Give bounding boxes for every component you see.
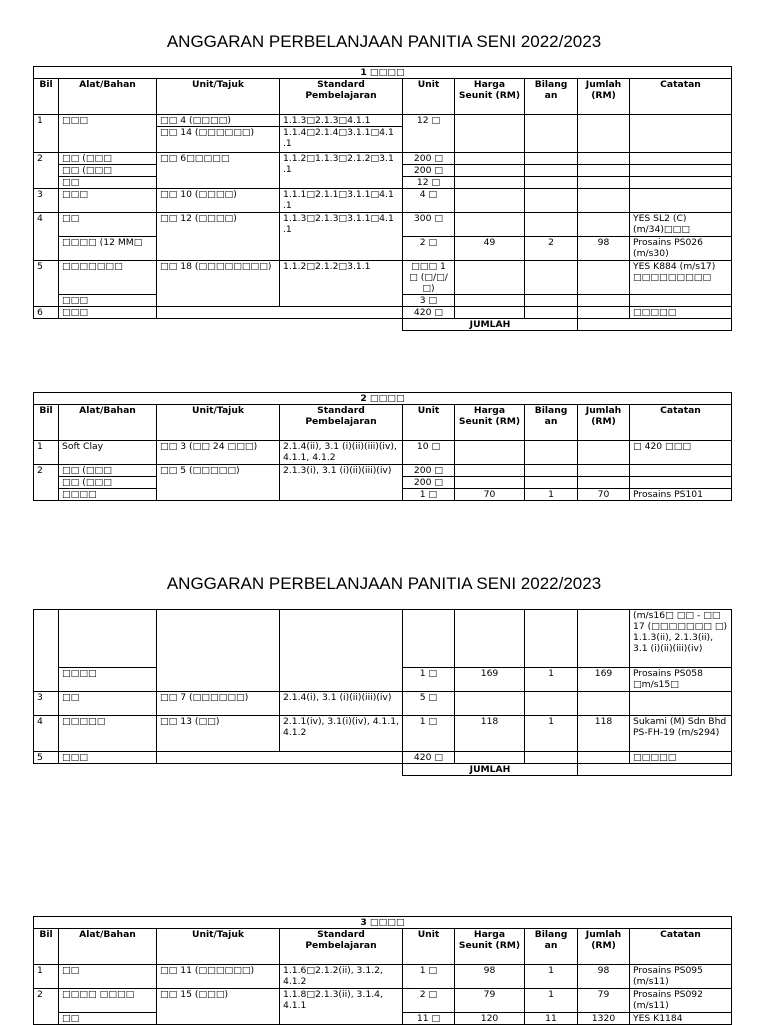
col-bilangan: Bilang an	[525, 929, 578, 965]
cell-bil: 3	[34, 189, 59, 213]
cell-tajuk	[157, 307, 403, 319]
cell-bilangan: 1	[525, 489, 578, 501]
cell-std: 1.1.3□2.1.3□4.1.1	[280, 115, 403, 127]
cell-jumlah	[578, 752, 630, 764]
cell-bilangan	[525, 177, 578, 189]
cell-unit: □□□ 1 □ (□/□/□)	[403, 261, 455, 295]
col-standard: Standard Pembelajaran	[280, 79, 403, 115]
cell-harga	[455, 465, 525, 477]
cell-harga: 49	[455, 237, 525, 261]
cell-bil	[34, 610, 59, 692]
cell-catatan	[630, 465, 732, 477]
cell-unit: 10 □	[403, 441, 455, 465]
table-row	[34, 115, 732, 127]
budget-table-1	[33, 66, 732, 331]
cell-jumlah: 1320	[578, 1013, 630, 1025]
col-alat: Alat/Bahan	[59, 929, 157, 965]
cell-catatan: □□□□□	[630, 307, 732, 319]
table-caption: 2 □□□□	[34, 393, 732, 405]
cell-alat: □□□	[59, 307, 157, 319]
cell-unit: 200 □	[403, 153, 455, 165]
cell-bilangan	[525, 165, 578, 177]
cell-jumlah	[578, 465, 630, 477]
cell-catatan	[630, 692, 732, 716]
page-title-repeat: ANGGARAN PERBELANJAAN PANITIA SENI 2022/2023	[166, 574, 602, 593]
cell-catatan: Prosains PS026 (m/s30)	[630, 237, 732, 261]
cell-unit: 1 □	[403, 489, 455, 501]
cell-alat: □□ (□□□	[59, 477, 157, 489]
cell-unit: 12 □	[403, 115, 455, 153]
cell-std: 1.1.8□2.1.3(ii), 3.1.4, 4.1.1	[280, 989, 403, 1025]
cell-harga	[455, 115, 525, 153]
cell-harga: 79	[455, 989, 525, 1013]
cell-tajuk: □□ 5 (□□□□□)	[157, 465, 280, 501]
cell-jumlah	[578, 692, 630, 716]
cell-jumlah	[578, 189, 630, 213]
cell-bil: 5	[34, 752, 59, 764]
cell-catatan: YES K1184	[630, 1013, 732, 1025]
cell-std: 1.1.1□2.1.1□3.1.1□4.1 .1	[280, 189, 403, 213]
col-bil: Bil	[34, 405, 59, 441]
cell-tajuk: □□ 15 (□□□)	[157, 989, 280, 1025]
cell-std: 1.1.3□2.1.3□3.1.1□4.1 .1	[280, 213, 403, 261]
total-label: JUMLAH	[403, 319, 578, 331]
budget-table-2	[33, 392, 732, 501]
cell-alat: □□ (□□□	[59, 153, 157, 165]
cell-catatan: YES K884 (m/s17) □□□□□□□□□	[630, 261, 732, 295]
cell-alat: □□	[59, 692, 157, 716]
cell-catatan	[630, 177, 732, 189]
cell-bil: 2	[34, 153, 59, 189]
cell-catatan	[630, 295, 732, 307]
cell-catatan: □ 420 □□□	[630, 441, 732, 465]
cell-unit: 1 □	[403, 668, 455, 692]
cell-unit: 300 □	[403, 213, 455, 237]
cell-bilangan: 1	[525, 965, 578, 989]
cell-alat: □□ (□□□	[59, 465, 157, 477]
cell-bilangan	[525, 213, 578, 237]
col-standard: Standard Pembelajaran	[280, 929, 403, 965]
header-row	[34, 79, 732, 115]
col-bil: Bil	[34, 929, 59, 965]
table-row	[34, 213, 732, 237]
cell-bilangan	[525, 752, 578, 764]
table-row	[34, 189, 732, 213]
cell-harga	[455, 177, 525, 189]
cell-alat: □□□□ (12 MM□	[59, 237, 157, 261]
table-row	[34, 307, 732, 319]
col-unit: Unit	[403, 929, 455, 965]
cell-catatan	[630, 189, 732, 213]
cell-bilangan	[525, 465, 578, 477]
col-unit: Unit	[403, 405, 455, 441]
cell-bilangan: 2	[525, 237, 578, 261]
cell-alat	[59, 610, 157, 668]
cell-harga	[455, 610, 525, 668]
cell-harga	[455, 295, 525, 307]
cell-bil: 2	[34, 989, 59, 1025]
col-bil: Bil	[34, 79, 59, 115]
cell-alat: □□	[59, 213, 157, 237]
col-bilangan: Bilang an	[525, 405, 578, 441]
budget-table-3	[33, 916, 732, 1025]
cell-unit: 200 □	[403, 165, 455, 177]
cell-alat: □□□	[59, 189, 157, 213]
cell-unit: 200 □	[403, 477, 455, 489]
cell-std: 2.1.4(ii), 3.1 (i)(ii)(iii)(iv), 4.1.1, 4.1.2	[280, 441, 403, 465]
cell-jumlah: 118	[578, 716, 630, 752]
cell-jumlah: 98	[578, 237, 630, 261]
cell-tajuk	[157, 752, 403, 764]
cell-bilangan	[525, 261, 578, 295]
total-label: JUMLAH	[403, 764, 578, 776]
cell-bil: 4	[34, 213, 59, 261]
cell-harga: 98	[455, 965, 525, 989]
cell-harga	[455, 165, 525, 177]
cell-harga: 70	[455, 489, 525, 501]
cell-tajuk	[157, 610, 280, 692]
table-row	[34, 261, 732, 295]
cell-harga	[455, 477, 525, 489]
cell-tajuk: □□ 4 (□□□□)	[157, 115, 280, 127]
cell-jumlah	[578, 177, 630, 189]
cell-tajuk: □□ 10 (□□□□)	[157, 189, 280, 213]
cell-tajuk: □□ 6□□□□□	[157, 153, 280, 189]
cell-jumlah	[578, 477, 630, 489]
cell-tajuk: □□ 13 (□□)	[157, 716, 280, 752]
cell-harga	[455, 752, 525, 764]
col-harga: Harga Seunit (RM)	[455, 929, 525, 965]
header-row	[34, 405, 732, 441]
table-row	[34, 610, 732, 668]
cell-alat: □□	[59, 965, 157, 989]
cell-std: 2.1.1(iv), 3.1(i)(iv), 4.1.1, 4.1.2	[280, 716, 403, 752]
cell-alat: □□□	[59, 115, 157, 153]
cell-unit: 2 □	[403, 237, 455, 261]
cell-harga: 120	[455, 1013, 525, 1025]
cell-alat: □□ (□□□	[59, 165, 157, 177]
col-unit-tajuk: Unit/Tajuk	[157, 79, 280, 115]
cell-tajuk: □□ 18 (□□□□□□□□)	[157, 261, 280, 307]
cell-harga	[455, 153, 525, 165]
table-row	[34, 465, 732, 477]
col-jumlah: Jumlah (RM)	[578, 405, 630, 441]
cell-tajuk: □□ 7 (□□□□□□)	[157, 692, 280, 716]
cell-std: 2.1.3(i), 3.1 (i)(ii)(iii)(iv)	[280, 465, 403, 501]
cell-std: 1.1.4□2.1.4□3.1.1□4.1 .1	[280, 127, 403, 153]
cell-alat: □□	[59, 1013, 157, 1025]
cell-catatan: □□□□□	[630, 752, 732, 764]
cell-bil: 1	[34, 965, 59, 989]
cell-bil: 6	[34, 307, 59, 319]
cell-tajuk: □□ 12 (□□□□)	[157, 213, 280, 261]
col-jumlah: Jumlah (RM)	[578, 79, 630, 115]
col-bilangan: Bilang an	[525, 79, 578, 115]
cell-alat: □□□	[59, 295, 157, 307]
cell-alat: □□□□□	[59, 716, 157, 752]
col-harga: Harga Seunit (RM)	[455, 405, 525, 441]
cell-catatan: (m/s16□ □□ - □□ 17 (□□□□□□□ □) 1.1.3(ii), 2.1.3(ii), 3.1 (i)(ii)(iii)(iv)	[630, 610, 732, 668]
table-row	[34, 153, 732, 165]
cell-unit: 420 □	[403, 752, 455, 764]
cell-jumlah	[578, 295, 630, 307]
cell-alat: □□□	[59, 752, 157, 764]
cell-jumlah: 79	[578, 989, 630, 1013]
cell-bilangan: 1	[525, 668, 578, 692]
cell-unit: 4 □	[403, 189, 455, 213]
col-unit: Unit	[403, 79, 455, 115]
cell-bilangan: 1	[525, 716, 578, 752]
cell-harga: 169	[455, 668, 525, 692]
cell-bil: 2	[34, 465, 59, 501]
cell-tajuk: □□ 14 (□□□□□□)	[157, 127, 280, 153]
total-value	[578, 319, 732, 331]
cell-tajuk: □□ 3 (□□ 24 □□□)	[157, 441, 280, 465]
col-harga: Harga Seunit (RM)	[455, 79, 525, 115]
cell-bil: 3	[34, 692, 59, 716]
col-catatan: Catatan	[630, 405, 732, 441]
col-standard: Standard Pembelajaran	[280, 405, 403, 441]
cell-unit: 1 □	[403, 965, 455, 989]
cell-alat: □□□□	[59, 668, 157, 692]
cell-catatan: Prosains PS058 □m/s15□	[630, 668, 732, 692]
cell-std	[280, 610, 403, 692]
cell-jumlah	[578, 115, 630, 153]
cell-harga	[455, 692, 525, 716]
cell-bil: 1	[34, 115, 59, 153]
cell-jumlah: 70	[578, 489, 630, 501]
cell-tajuk: □□ 11 (□□□□□□)	[157, 965, 280, 989]
cell-harga: 118	[455, 716, 525, 752]
cell-bilangan	[525, 610, 578, 668]
cell-alat: □□□□□□□	[59, 261, 157, 295]
cell-alat: □□□□ □□□□	[59, 989, 157, 1013]
cell-unit: 5 □	[403, 692, 455, 716]
cell-harga	[455, 189, 525, 213]
cell-catatan	[630, 115, 732, 153]
cell-jumlah	[578, 213, 630, 237]
cell-catatan: Prosains PS095 (m/s11)	[630, 965, 732, 989]
cell-catatan	[630, 165, 732, 177]
cell-catatan	[630, 153, 732, 165]
cell-bilangan	[525, 477, 578, 489]
cell-bilangan	[525, 692, 578, 716]
cell-catatan: YES SL2 (C) (m/34)□□□	[630, 213, 732, 237]
table-row	[34, 692, 732, 716]
cell-std: 1.1.2□1.1.3□2.1.2□3.1 .1	[280, 153, 403, 189]
table-row	[34, 716, 732, 752]
cell-catatan	[630, 477, 732, 489]
cell-alat: □□	[59, 177, 157, 189]
cell-catatan: Prosains PS101	[630, 489, 732, 501]
cell-unit: 11 □	[403, 1013, 455, 1025]
cell-bilangan: 11	[525, 1013, 578, 1025]
cell-harga	[455, 307, 525, 319]
cell-alat: □□□□	[59, 489, 157, 501]
cell-jumlah	[578, 441, 630, 465]
col-unit-tajuk: Unit/Tajuk	[157, 405, 280, 441]
cell-catatan: Prosains PS092 (m/s11)	[630, 989, 732, 1013]
col-jumlah: Jumlah (RM)	[578, 929, 630, 965]
total-value	[578, 764, 732, 776]
cell-unit: 200 □	[403, 465, 455, 477]
cell-harga	[455, 261, 525, 295]
cell-bilangan	[525, 441, 578, 465]
cell-jumlah	[578, 165, 630, 177]
col-catatan: Catatan	[630, 929, 732, 965]
cell-jumlah	[578, 610, 630, 668]
col-alat: Alat/Bahan	[59, 79, 157, 115]
cell-alat: Soft Clay	[59, 441, 157, 465]
cell-jumlah	[578, 153, 630, 165]
col-unit-tajuk: Unit/Tajuk	[157, 929, 280, 965]
total-row	[34, 764, 732, 776]
table-row	[34, 965, 732, 989]
cell-bil: 4	[34, 716, 59, 752]
cell-jumlah: 169	[578, 668, 630, 692]
cell-bilangan	[525, 307, 578, 319]
cell-harga	[455, 213, 525, 237]
budget-table-2-continued	[33, 609, 732, 776]
page-title: ANGGARAN PERBELANJAAN PANITIA SENI 2022/2023	[166, 32, 602, 51]
table-row	[34, 441, 732, 465]
cell-unit: 420 □	[403, 307, 455, 319]
cell-bilangan	[525, 295, 578, 307]
cell-jumlah: 98	[578, 965, 630, 989]
table-caption: 1 □□□□	[34, 67, 732, 79]
table-row	[34, 989, 732, 1013]
cell-std: 1.1.2□2.1.2□3.1.1	[280, 261, 403, 307]
total-row	[34, 319, 732, 331]
cell-unit: 2 □	[403, 989, 455, 1013]
cell-bil: 1	[34, 441, 59, 465]
cell-unit: 3 □	[403, 295, 455, 307]
cell-bilangan	[525, 153, 578, 165]
cell-jumlah	[578, 261, 630, 295]
col-alat: Alat/Bahan	[59, 405, 157, 441]
cell-bilangan	[525, 189, 578, 213]
cell-bilangan	[525, 115, 578, 153]
cell-std: 2.1.4(i), 3.1 (i)(ii)(iii)(iv)	[280, 692, 403, 716]
cell-catatan: Sukami (M) Sdn Bhd PS-FH-19 (m/s294)	[630, 716, 732, 752]
cell-unit: 1 □	[403, 716, 455, 752]
cell-std: 1.1.6□2.1.2(ii), 3.1.2, 4.1.2	[280, 965, 403, 989]
cell-bilangan: 1	[525, 989, 578, 1013]
cell-unit	[403, 610, 455, 668]
cell-harga	[455, 441, 525, 465]
table-caption: 3 □□□□	[34, 917, 732, 929]
cell-bil: 5	[34, 261, 59, 307]
table-row	[34, 752, 732, 764]
col-catatan: Catatan	[630, 79, 732, 115]
cell-jumlah	[578, 307, 630, 319]
header-row	[34, 929, 732, 965]
cell-unit: 12 □	[403, 177, 455, 189]
